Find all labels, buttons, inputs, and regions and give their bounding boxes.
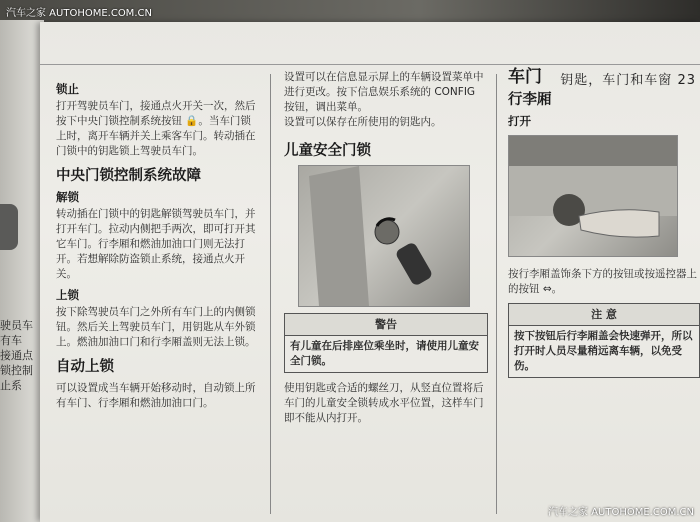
column-2 xyxy=(284,70,488,426)
fault-heading: 中央门锁控制系统故障 xyxy=(56,168,201,184)
child-lock-illustration xyxy=(298,165,470,307)
left-line: 锁控制 xyxy=(0,364,33,377)
column-1 xyxy=(56,80,260,411)
unlock-heading: 解锁 xyxy=(56,190,79,204)
door-edge-shape xyxy=(309,166,369,306)
note-title: 注 意 xyxy=(509,304,699,326)
warning-title: 警告 xyxy=(285,314,487,336)
left-line: 接通点 xyxy=(0,349,33,362)
trunk-text: 按行李厢盖饰条下方的按钮或按遥控器上的按钮 ⇔。 xyxy=(508,268,697,295)
column-divider xyxy=(496,74,497,514)
unlock-text: 转动插在门锁中的钥匙解锁驾驶员车门，并打开车门。拉动内侧把手两次，即可打开其它车门。行李厢和燃油加油口门则无法打开。若想解除防盗锁止系统，接通点火开关。 xyxy=(56,208,256,280)
settings-text-2: 设置可以保存在所使用的钥匙内。 xyxy=(284,116,442,128)
note-body: 按下按钮后行李厢盖会快速弹开，所以打开时人员尽量稍远离车辆，以免受伤。 xyxy=(514,330,693,372)
lockup-heading: 上锁 xyxy=(56,288,79,302)
bumper-shape xyxy=(509,166,677,216)
header-rule xyxy=(40,64,700,65)
child-lock-drawing xyxy=(299,166,469,306)
watermark-bottom: 汽车之家 AUTOHOME.COM.CN xyxy=(548,507,694,518)
left-line: 驶员车 xyxy=(0,319,33,332)
car-key-icon xyxy=(394,241,433,287)
child-lock-text: 使用钥匙或合适的螺丝刀，从竖直位置将后车门的儿童安全锁转成水平位置，这样车门即不能从内打开。 xyxy=(284,382,484,424)
open-heading: 打开 xyxy=(508,114,531,128)
page-header-title: 钥匙，车门和车窗 xyxy=(560,73,673,88)
column-3 xyxy=(508,67,700,378)
left-page xyxy=(0,20,44,522)
trunk-illustration xyxy=(508,135,678,257)
hand-shape xyxy=(579,210,659,237)
key-illustration-fragment xyxy=(0,204,18,250)
lockup-text: 按下除驾驶员车门之外所有车门上的内侧锁钮。然后关上驾驶员车门，用钥匙从车外锁上。燃油加油口门和行李厢盖则无法上锁。 xyxy=(56,306,256,348)
auto-lock-heading: 自动上锁 xyxy=(56,359,114,375)
left-page-text xyxy=(0,318,44,393)
auto-lock-text: 可以设置成当车辆开始移动时，自动锁上所有车门、行李厢和燃油加油口门。 xyxy=(56,382,256,409)
left-line: 止系 xyxy=(0,379,22,392)
trunk-heading: 行李厢 xyxy=(508,92,552,108)
column-divider xyxy=(270,74,271,514)
left-line: 有车 xyxy=(0,334,22,347)
doors-heading: 车门 xyxy=(508,67,542,87)
warning-box xyxy=(284,313,488,373)
page-number: 23 xyxy=(677,73,696,88)
child-lock-heading: 儿童安全门锁 xyxy=(284,143,371,159)
lock-heading: 锁止 xyxy=(56,82,79,96)
settings-text: 设置可以在信息显示屏上的车辆设置菜单中进行更改。按下信息娱乐系统的 CONFIG 按钮，调出菜单。 xyxy=(284,71,484,113)
warning-body: 有儿童在后排座位乘坐时，请使用儿童安全门锁。 xyxy=(290,340,479,367)
lock-text: 打开驾驶员车门，接通点火开关一次，然后按下中央门锁控制系统按钮 🔒。当车门锁上时，离开车辆并关上乘客车门。转动插在门锁中的钥匙锁上驾驶员车门。 xyxy=(56,100,256,157)
trunk-lid-shape xyxy=(509,136,677,166)
trunk-drawing xyxy=(509,136,677,256)
watermark-top: 汽车之家 AUTOHOME.COM.CN xyxy=(6,8,152,19)
note-box xyxy=(508,303,700,378)
